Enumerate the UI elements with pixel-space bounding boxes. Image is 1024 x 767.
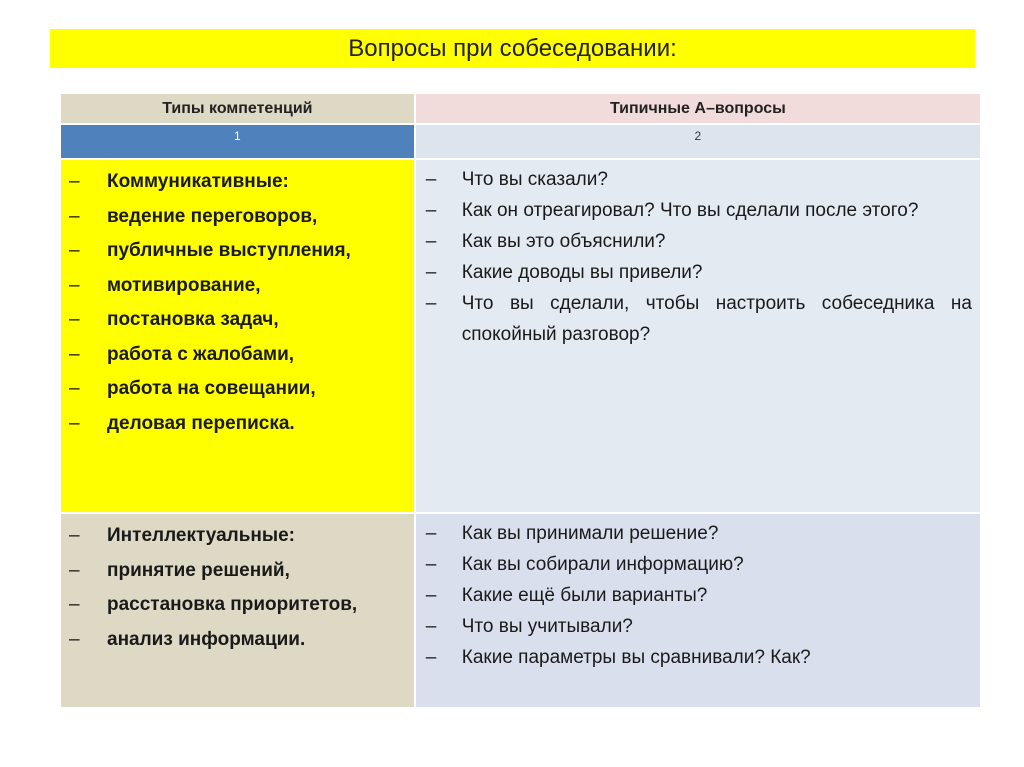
bullet-dash: – (425, 169, 437, 190)
question-item: Какие доводы вы привели? (461, 262, 703, 283)
competency-item: ведение переговоров, (107, 205, 318, 227)
competency-item: деловая переписка. (107, 412, 295, 434)
question-item: Что вы учитывали? (461, 616, 633, 637)
column-number-1: 1 (60, 124, 415, 159)
column-number-2: 2 (415, 124, 981, 159)
list-item (61, 165, 414, 200)
competency-item: расстановка приоритетов, (107, 594, 358, 615)
list-item (61, 269, 414, 304)
bullet-dash: – (425, 647, 437, 668)
competency-item: мотивирование, (107, 274, 261, 296)
questions-cell (415, 513, 981, 708)
list-item (61, 519, 414, 554)
competency-heading: Интеллектуальные: (107, 525, 295, 546)
header-typical-questions: Типичные А–вопросы (415, 93, 981, 124)
page-title: Вопросы при собеседовании: (50, 29, 975, 68)
bullet-dash: – (69, 309, 80, 330)
list-item (416, 195, 980, 226)
list-item (61, 338, 414, 373)
bullet-dash: – (425, 293, 437, 314)
bullet-dash: – (425, 585, 437, 606)
competency-list (61, 160, 414, 441)
bullet-dash: – (69, 412, 80, 434)
list-item (61, 623, 414, 658)
list-item (61, 407, 414, 442)
question-list (416, 514, 980, 673)
list-item (61, 554, 414, 589)
column-number-row (60, 124, 981, 159)
list-item (416, 549, 980, 580)
bullet-dash: – (69, 594, 80, 615)
competency-item: работа с жалобами, (107, 343, 295, 365)
bullet-dash: – (69, 559, 80, 581)
table-row-communicative (60, 159, 981, 513)
bullet-dash: – (425, 200, 437, 221)
competency-heading: Коммуникативные: (107, 171, 289, 192)
competency-cell (60, 159, 415, 513)
question-item: Какие параметры вы сравнивали? Как? (461, 647, 811, 668)
bullet-dash: – (69, 525, 80, 546)
table-row-intellectual (60, 513, 981, 708)
bullet-dash: – (69, 343, 80, 365)
competency-item: постановка задач, (107, 309, 279, 330)
list-item (416, 611, 980, 642)
questions-cell (415, 159, 981, 513)
competency-list (61, 514, 414, 657)
list-item (61, 200, 414, 235)
bullet-dash: – (69, 240, 80, 261)
list-item (61, 234, 414, 269)
bullet-dash: – (425, 554, 437, 575)
bullet-dash: – (425, 616, 437, 637)
question-item: Какие ещё были варианты? (461, 585, 708, 606)
question-item: Как он отреагировал? Что вы сделали после этого? (461, 200, 919, 221)
list-item (416, 226, 980, 257)
bullet-dash: – (69, 205, 80, 227)
question-item: Как вы собирали информацию? (461, 554, 744, 575)
competency-item: анализ информации. (107, 628, 306, 650)
question-list (416, 160, 980, 350)
list-item (416, 257, 980, 288)
competency-item: работа на совещании, (107, 378, 316, 399)
bullet-dash: – (425, 262, 437, 283)
list-item (416, 518, 980, 549)
competency-item: публичные выступления, (107, 240, 351, 261)
list-item (61, 372, 414, 407)
list-item (416, 580, 980, 611)
list-item (61, 588, 414, 623)
list-item (61, 303, 414, 338)
list-item (416, 164, 980, 195)
bullet-dash: – (69, 378, 80, 399)
question-item: Что вы сделали, чтобы настроить собеседника на спокойный разговор? (461, 293, 972, 345)
bullet-dash: – (69, 628, 80, 650)
bullet-dash: – (69, 274, 80, 296)
competency-cell (60, 513, 415, 708)
competency-questions-table (59, 92, 982, 709)
bullet-dash: – (425, 523, 437, 544)
bullet-dash: – (69, 171, 80, 192)
question-item: Что вы сказали? (461, 169, 608, 190)
header-competency-types: Типы компетенций (60, 93, 415, 124)
list-item (416, 642, 980, 673)
bullet-dash: – (425, 231, 437, 252)
competency-item: принятие решений, (107, 559, 290, 581)
question-item: Как вы это объяснили? (461, 231, 666, 252)
question-item: Как вы принимали решение? (461, 523, 719, 544)
table-header-row (60, 93, 981, 124)
list-item (416, 288, 980, 350)
